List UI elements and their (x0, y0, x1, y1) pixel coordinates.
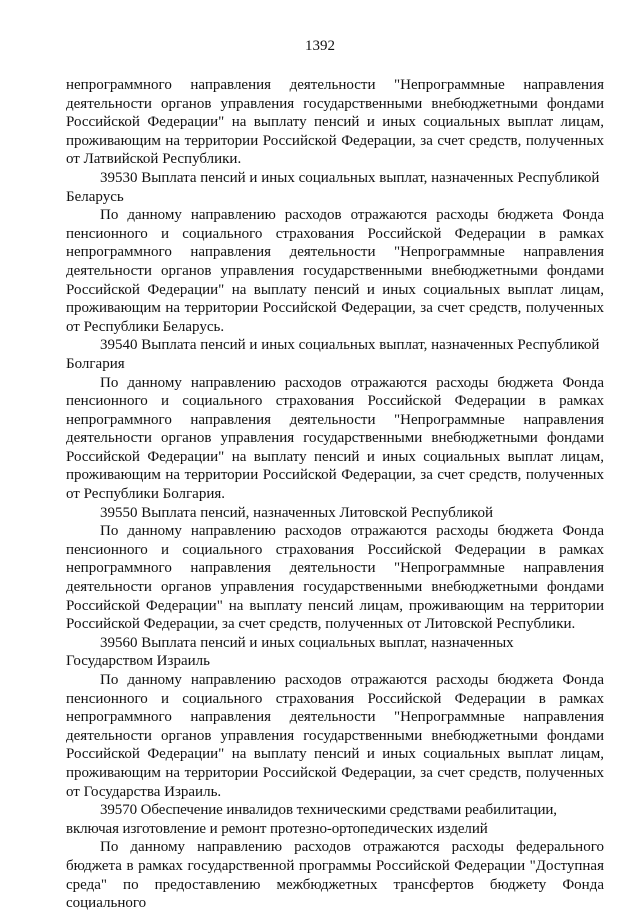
paragraph-39530: По данному направлению расходов отражаются расходы бюджета Фонда пенсионного и социального страхования Российской Федерации в рамках непрограммного направления деятельности "Непрограммные направления деятельности органов управления государственными внебюджетными фондами Российской Федерации" на выплату пенсий и иных социальных выплат лицам, проживающим на территории Российской Федерации, за счет средств, полученных от Республики Беларусь. (66, 207, 604, 335)
paragraph-39540: По данному направлению расходов отражаются расходы бюджета Фонда пенсионного и социального страхования Российской Федерации в рамках непрограммного направления деятельности "Непрограммные направления деятельности органов управления государственными внебюджетными фондами Российской Федерации" на выплату пенсий и иных социальных выплат лицам, проживающим на территории Российской Федерации, за счет средств, полученных от Республики Болгария. (66, 374, 604, 503)
section-heading-39540: 39540 Выплата пенсий и иных социальных выплат, назначенных Республикой Болгария (66, 337, 600, 372)
page-number: 1392 (305, 38, 335, 54)
paragraph-continuation: непрограммного направления деятельности "Непрограммные направления деятельности органов управления государственными внебюджетными фондами Российской Федерации" на выплату пенсий и иных социальных выплат лицам, проживающим на территории Российской Федерации, за счет средств, полученных от Латвийской Республики. (66, 77, 604, 168)
paragraph-39560: По данному направлению расходов отражаются расходы бюджета Фонда пенсионного и социального страхования Российской Федерации в рамках непрограммного направления деятельности "Непрограммные направления деятельности органов управления государственными внебюджетными фондами Российской Федерации" на выплату пенсий и иных социальных выплат лицам, проживающим на территории Российской Федерации, за счет средств, полученных от Государства Израиль. (66, 672, 604, 800)
section-heading-39530: 39530 Выплата пенсий и иных социальных выплат, назначенных Республикой Беларусь (66, 169, 600, 205)
section-heading-39550: 39550 Выплата пенсий, назначенных Литовской Республикой (100, 504, 493, 521)
paragraph-39550: По данному направлению расходов отражаются расходы бюджета Фонда пенсионного и социального страхования Российской Федерации в рамках непрограммного направления деятельности "Непрограммные направления деятельности органов управления государственными внебюджетными фондами Российской Федерации" на выплату пенсий лицам, проживающим на территории Российской Федерации, за счет средств, полученных от Литовской Республики. (66, 523, 604, 633)
paragraph-39570: По данному направлению расходов отражаются расходы федерального бюджета в рамках государственной программы Российской Федерации "Доступная среда" по предоставлению межбюджетных трансфертов бюджету Фонда социального (66, 839, 604, 912)
section-heading-39570: 39570 Обеспечение инвалидов техническими средствами реабилитации, включая изготовление и ремонт протезно-ортопедических изделий (66, 802, 557, 837)
section-heading-39560: 39560 Выплата пенсий и иных социальных выплат, назначенных Государством Израиль (66, 634, 514, 670)
document-body (66, 76, 604, 913)
